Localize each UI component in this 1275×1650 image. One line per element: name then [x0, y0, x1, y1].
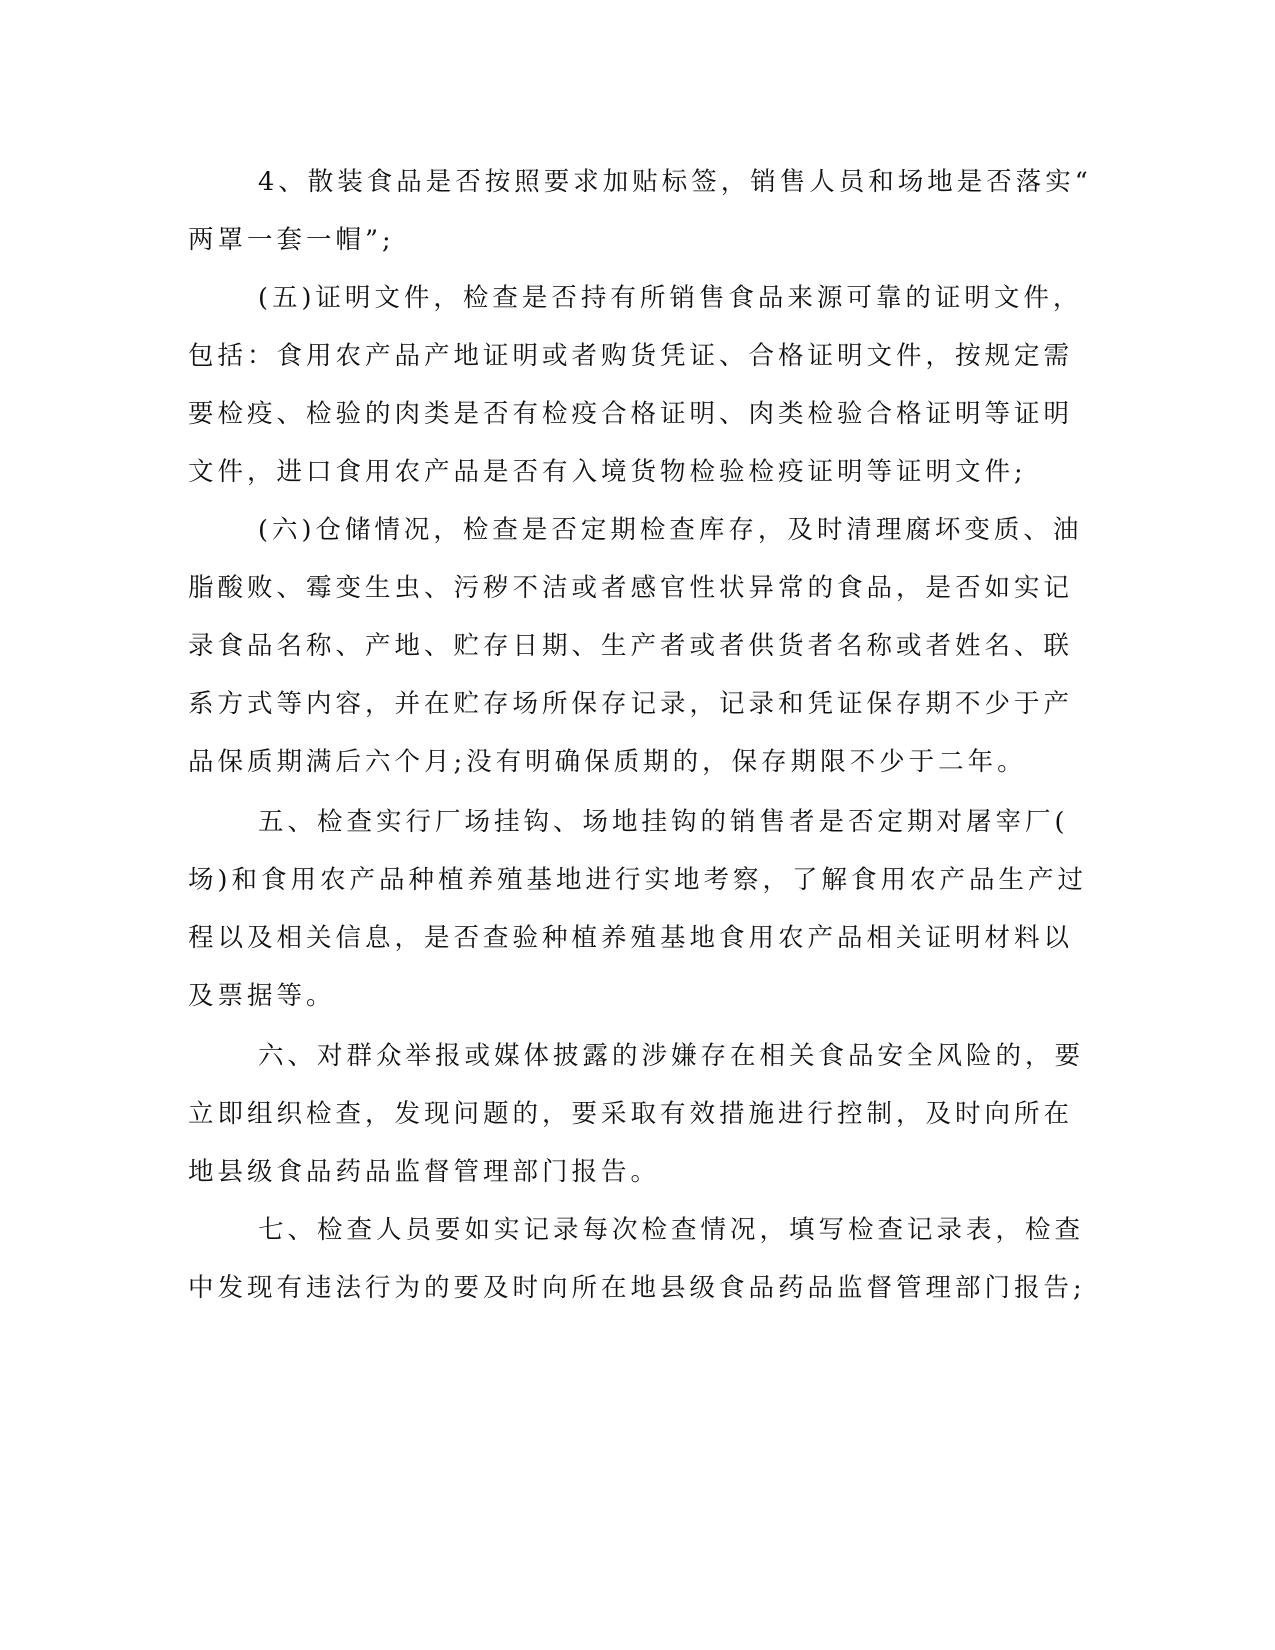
- paragraph-line: 要检疫、检验的肉类是否有检疫合格证明、肉类检验合格证明等证明: [188, 399, 1074, 429]
- paragraph-line: 五、检查实行厂场挂钩、场地挂钩的销售者是否定期对屠宰厂(: [258, 807, 1069, 837]
- paragraph-line: 中发现有违法行为的要及时向所在地县级食品药品监督管理部门报告;: [188, 1273, 1086, 1303]
- paragraph-line: 及票据等。: [188, 981, 336, 1011]
- paragraph-line: 系方式等内容，并在贮存场所保存记录，记录和凭证保存期不少于产: [188, 689, 1074, 719]
- paragraph-line: 文件，进口食用农产品是否有入境货物检验检疫证明等证明文件;: [188, 457, 1027, 487]
- paragraph-line: (六)仓储情况，检查是否定期检查库存，及时清理腐坏变质、油: [258, 515, 1083, 545]
- paragraph-line: 六、对群众举报或媒体披露的涉嫌存在相关食品安全风险的，要: [258, 1041, 1085, 1071]
- paragraph-line: (五)证明文件，检查是否持有所销售食品来源可靠的证明文件，: [258, 283, 1083, 313]
- paragraph-line: 程以及相关信息，是否查验种植养殖基地食用农产品相关证明材料以: [188, 923, 1074, 953]
- paragraph-line: 脂酸败、霉变生虫、污秽不洁或者感官性状异常的食品，是否如实记: [188, 573, 1074, 603]
- paragraph-line: 立即组织检查，发现问题的，要采取有效措施进行控制，及时向所在: [188, 1099, 1074, 1129]
- paragraph-line: 七、检查人员要如实记录每次检查情况，填写检查记录表，检查: [258, 1215, 1085, 1245]
- paragraph-line: 场)和食用农产品种植养殖基地进行实地考察，了解食用农产品生产过: [188, 865, 1087, 895]
- paragraph-line: 地县级食品药品监督管理部门报告。: [188, 1157, 661, 1187]
- paragraph-line: 包括：食用农产品产地证明或者购货凭证、合格证明文件，按规定需: [188, 341, 1074, 371]
- paragraph-line: 4、散装食品是否按照要求加贴标签，销售人员和场地是否落实“: [258, 167, 1092, 197]
- paragraph-line: 品保质期满后六个月;没有明确保质期的，保存期限不少于二年。: [188, 747, 1027, 777]
- paragraph-line: 两罩一套一帽”;: [188, 225, 395, 255]
- paragraph-line: 录食品名称、产地、贮存日期、生产者或者供货者名称或者姓名、联: [188, 631, 1074, 661]
